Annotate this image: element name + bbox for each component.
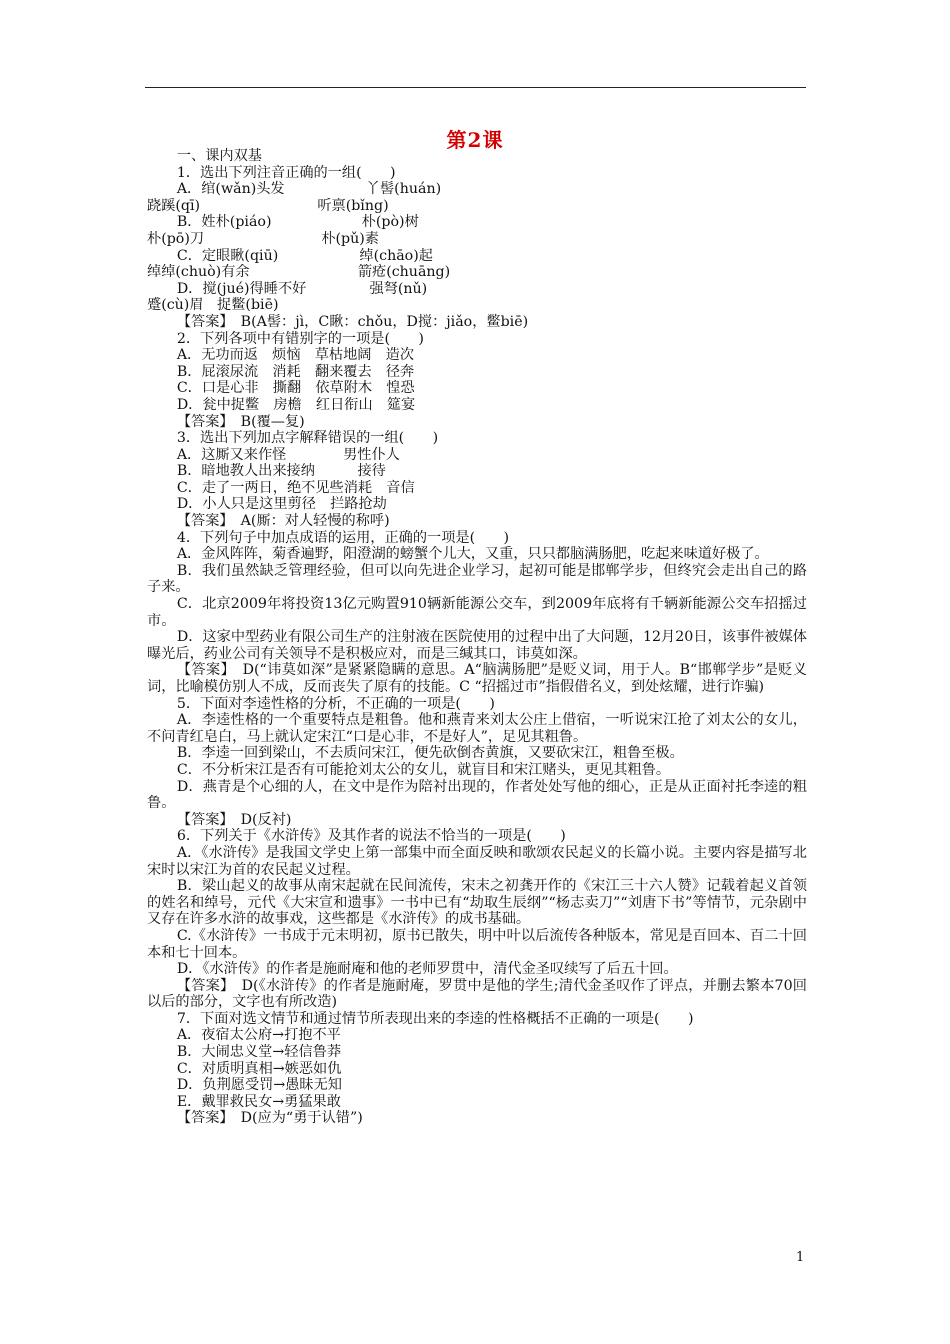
text-line: 3．选出下列加点字解释错误的一组( ) (176, 430, 439, 447)
header-rule (145, 87, 806, 88)
text-line: 7．下面对选文情节和通过情节所表现出来的李逵的性格概括不正确的一项是( ) (176, 1010, 694, 1027)
text-line: 【答案】 A(厮：对人轻慢的称呼) (176, 513, 390, 530)
text-line: D．这家中型药业有限公司生产的注射液在医院使用的过程中出了大问题，12月20日，该事件被媒体曝光后，药业公司有关领导不是积极应对，而是三缄其口，讳莫如深。 (147, 629, 807, 662)
text-line: B．屁滚尿流 消耗 翻来覆去 径奔 (176, 363, 415, 380)
text-line: D．燕青是个心细的人，在文中是作为陪衬出现的，作者处处写他的细心，正是从正面衬托李逵的粗鲁。 (147, 778, 807, 812)
text-line: 蹙(cù)眉 捉鳖(biē) (147, 297, 279, 314)
text-line: 【答案】 D(反衬) (176, 811, 292, 828)
text-line: A．李逵性格的一个重要特点是粗鲁。他和燕青来刘太公庄上借宿，一听说宋江抢了刘太公的女儿，不问青红皂白，马上就认定宋江“口是心非，不是好人”，足见其粗鲁。 (147, 712, 807, 745)
text-line: C．对质明真相→嫉恶如仇 (176, 1060, 342, 1077)
text-line: 一、课内双基 (176, 148, 262, 164)
text-line: B．暗地教人出来接纳 接待 (176, 463, 386, 480)
text-line: 2．下列各项中有错别字的一项是( ) (176, 330, 424, 347)
text-line: 【答案】 B(覆—复) (176, 413, 305, 430)
text-line: D．《水浒传》的作者是施耐庵和他的老师罗贯中，清代金圣叹续写了后五十回。 (176, 961, 678, 978)
text-line: B．李逵一回到梁山，不去质问宋江，便先砍倒杏黄旗，又要砍宋江，粗鲁至极。 (176, 745, 684, 762)
text-line: B．我们虽然缺乏管理经验，但可以向先进企业学习，起初可能是邯郸学步，但终究会走出自己的路子来。 (147, 562, 807, 596)
text-line: D．负荆愿受罚→愚昧无知 (176, 1077, 342, 1094)
text-line: 【答案】 D(应为“勇于认错”) (176, 1110, 363, 1127)
text-line: B．大闹忠义堂→轻信鲁莽 (176, 1044, 342, 1061)
text-line: C．走了一两日，绝不见些消耗 音信 (176, 479, 415, 496)
text-line: C．口是心非 撕翻 依草附木 惶恐 (176, 380, 415, 397)
text-line: 【答案】 D(《水浒传》的作者是施耐庵，罗贯中是他的学生;清代金圣叹作了评点，并删去繁本70回以后的部分，文字也有所改造) (147, 977, 807, 1011)
text-line: C．不分析宋江是否有可能抢刘太公的女儿，就盲目和宋江赌头，更见其粗鲁。 (176, 761, 671, 778)
lesson-title: 第2课 (446, 128, 504, 152)
text-line: 5．下面对李逵性格的分析，不正确的一项是( ) (176, 695, 495, 712)
text-line: 绰绰(chuò)有余 箭疮(chuāng) (147, 264, 451, 281)
text-line: A．绾(wǎn)头发 丫髻(huán) (176, 181, 442, 198)
text-line: A．无功而返 烦恼 草枯地阔 造次 (176, 347, 415, 364)
text-line: C.《水浒传》一书成于元末明初，原书已散失，明中叶以后流传各种版本，常见是百回本、百二十回本和七十回本。 (147, 927, 807, 961)
text-line: 【答案】 D(“讳莫如深”是紧紧隐瞒的意思。A“脑满肠肥”是贬义词，用于人。B“邯郸学步”是贬义词，比喻模仿别人不成，反而丧失了原有的技能。C “招摇过市”指假借名义，到处炫耀，进行诈骗) (147, 662, 807, 695)
document-body (147, 148, 807, 1127)
text-line: B．梁山起义的故事从南宋起就在民间流传，宋末之初龚开作的《宋江三十六人赞》记载着起义首领的姓名和绰号，元代《大宋宣和遗事》一书中已有“劫取生辰纲”“杨志卖刀”“刘唐下书”等情节，元杂剧中又存在许多水浒的故事戏，这些都是《水浒传》的成书基础。 (147, 878, 807, 928)
text-line: D．小人只是这里剪径 拦路抢劫 (176, 496, 387, 513)
text-line: A．金风阵阵，菊香遍野，阳澄湖的螃蟹个儿大，又重，只只都脑满肠肥，吃起来味道好极了。 (176, 546, 769, 563)
text-line: A．《水浒传》是我国文学史上第一部集中而全面反映和歌颂农民起义的长篇小说。主要内容是描写北宋时以宋江为首的农民起义过程。 (147, 844, 807, 878)
text-line: 1．选出下列注音正确的一组( ) (176, 164, 396, 181)
text-line: 朴(pō)刀 朴(pǔ)素 (147, 230, 379, 247)
text-line: 跷蹊(qī) 听禀(bǐng) (147, 197, 389, 214)
text-line: B．姓朴(piáo) 朴(pò)树 (176, 214, 419, 231)
text-line: 6．下列关于《水浒传》及其作者的说法不恰当的一项是( ) (176, 828, 566, 845)
text-line: C．定眼瞅(qiū) 绰(chāo)起 (176, 247, 433, 264)
page-number: 1 (796, 1250, 805, 1265)
text-line: 4．下列句子中加点成语的运用，正确的一项是( ) (176, 529, 510, 546)
text-line: A．夜宿太公府→打抱不平 (176, 1027, 341, 1044)
text-line: C．北京2009年将投资13亿元购置910辆新能源公交车，到2009年底将有千辆新能源公交车招摇过市。 (147, 596, 807, 629)
text-line: D．瓮中捉鳖 房檐 红日衔山 筵宴 (176, 396, 416, 413)
text-line: 【答案】 B(A髻：jì，C瞅：chǒu，D搅：jiǎo，鳖biē) (176, 313, 529, 330)
text-line: D．搅(jué)得睡不好 强弩(nǔ) (176, 280, 428, 297)
text-line: A．这厮又来作怪 男性仆人 (176, 446, 400, 463)
text-line: E．戴罪救民女→勇猛果敢 (176, 1093, 341, 1110)
